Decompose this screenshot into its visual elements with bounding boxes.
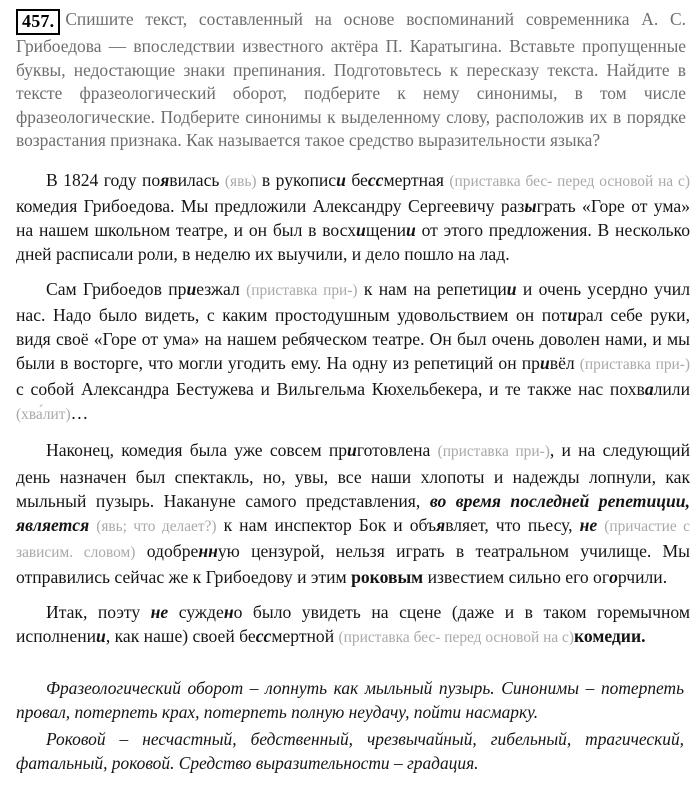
inline-annotation: (приставка бес- перед основой на с) [338, 629, 574, 647]
exercise-body [16, 168, 694, 651]
text-run: во время последней репетиции, является [16, 490, 690, 535]
inline-annotation: (явь; что делает?) [96, 517, 217, 535]
text-run: и [506, 278, 517, 299]
text-run: езжал [196, 278, 247, 299]
text-run: щени [365, 219, 407, 240]
inline-annotation: (приставка бес- перед основой на с) [449, 172, 690, 190]
answer-key-block [16, 676, 694, 775]
text-run: , и на следующий день назначен был спектакль, но, увы, все наши хлопоты и надежды лопнули, как мыльный пузырь. Накануне самого представления, [16, 440, 691, 511]
text-run: а [644, 379, 654, 400]
text-run: и [186, 278, 197, 299]
text-run: и [567, 304, 578, 325]
text-paragraph [16, 277, 694, 428]
text-run: н [223, 602, 234, 622]
text-run: сужде [168, 602, 224, 622]
text-run: рчили. [617, 566, 668, 587]
inline-annotation: (приставка при-) [579, 356, 690, 374]
text-run: нн [198, 540, 218, 561]
text-run: я [160, 169, 170, 190]
inline-annotation: (приставка при-) [437, 443, 550, 461]
inline-annotation: (хва́лит) [16, 406, 71, 424]
answer-paragraph: Роковой – несчастный, бедственный, чрезвычайный, гибельный, трагический, фатальный, роковой. Средство выразительности – градация. [16, 729, 684, 774]
text-run: готовлена [356, 440, 438, 461]
text-run: В 1824 году по [46, 169, 161, 190]
exercise-number-box: 457. [16, 9, 60, 35]
text-run: ую цензурой, нельзя играть в театральном училище. Мы отправились сейчас же к Грибоедову и этим [16, 540, 691, 587]
text-run: не [579, 514, 598, 535]
text-run: с собой Александра Бестужева и Вильгельма Кюхельбекера, и те также нас похв [16, 379, 645, 400]
text-run: вилась [169, 169, 225, 190]
text-run: Наконец, комедия была уже совсем пр [46, 440, 348, 461]
text-run: Итак, поэту [46, 602, 151, 622]
text-paragraph [16, 438, 694, 589]
text-run: и [539, 353, 550, 374]
text-paragraph [16, 168, 694, 266]
text-run: грать «Горе от ума» на нашем школьном театре, и он был в восх [16, 195, 690, 240]
text-run: … [70, 403, 89, 424]
text-run: бе [345, 169, 368, 190]
text-run: и [96, 626, 106, 647]
text-run: , как наше) своей бе [105, 626, 256, 647]
text-run: сс [255, 626, 272, 647]
text-run: о [609, 566, 618, 587]
text-run: и [347, 440, 357, 461]
text-run: одобре [135, 540, 199, 561]
text-run: рал себе руки, видя своё «Горе от ума» на нашем ребяческом театре. Он был очень доволен нами, и мы были в восторге, что могли угодить ему. На одну из репетиций он пр [16, 304, 690, 374]
answer-paragraph: Фразеологический оборот – лопнуть как мыльный пузырь. Синонимы – потерпеть провал, потерпеть крах, потерпеть полную неудачу, пойти насмарку. [16, 678, 684, 723]
text-paragraph [16, 600, 694, 650]
exercise-instructions [16, 8, 694, 153]
text-run: и [406, 219, 416, 240]
text-run: к нам инспектор Бок и объ [216, 514, 437, 535]
text-run: от этого предложения. В несколько дней расписали роли, в неделю их выучили, и дело пошло на лад. [16, 219, 690, 264]
text-run: в рукопис [256, 169, 337, 190]
text-run: ы [524, 195, 537, 216]
text-run: комедии. [573, 626, 646, 647]
text-run: и [336, 169, 346, 190]
exercise-instruction-text: Спишите текст, составленный на основе воспоминаний современника А. С. Грибоедова — впоследствии известного актёра П. Каратыгина. Вставьте пропущенные буквы, недостающие знаки препинания. Подготовьтесь к пересказу текста. Найдите в тексте фразеологический оборот, подберите к нему синонимы, в том числе фразеологические. Подберите синонимы к выделенному слову, расположив их в порядке возрастания признака. Как называется такое средство выразительности языка? [16, 9, 686, 150]
text-run: роковым [351, 566, 424, 587]
text-run: Сам Грибоедов пр [46, 278, 187, 299]
text-run: к нам на репетици [357, 278, 507, 299]
text-run: вёл [549, 353, 580, 374]
text-run: лили [653, 379, 690, 400]
text-run: не [150, 602, 169, 622]
text-run: сс [367, 169, 384, 190]
inline-annotation: (приставка при-) [246, 281, 358, 299]
text-run: известием сильно его ог [423, 566, 610, 587]
inline-annotation: (явь) [224, 172, 257, 190]
text-run: комедия Грибоедова. Мы предложили Александру Сергеевичу раз [16, 195, 525, 216]
text-run: о было увидеть на сцене (даже и в таком горемычном исполнени [16, 602, 690, 647]
text-run: мертной [271, 626, 339, 647]
inline-annotation: (причастие с зависим. словом) [16, 517, 691, 561]
text-run: я [436, 514, 446, 535]
text-run: вляет, что пьесу, [445, 514, 580, 535]
text-run: и очень усердно учил нас. Надо было видеть, с каким простодушным удовольствием он пот [16, 278, 690, 325]
text-run: и [356, 219, 366, 240]
text-run: мертная [383, 169, 450, 190]
